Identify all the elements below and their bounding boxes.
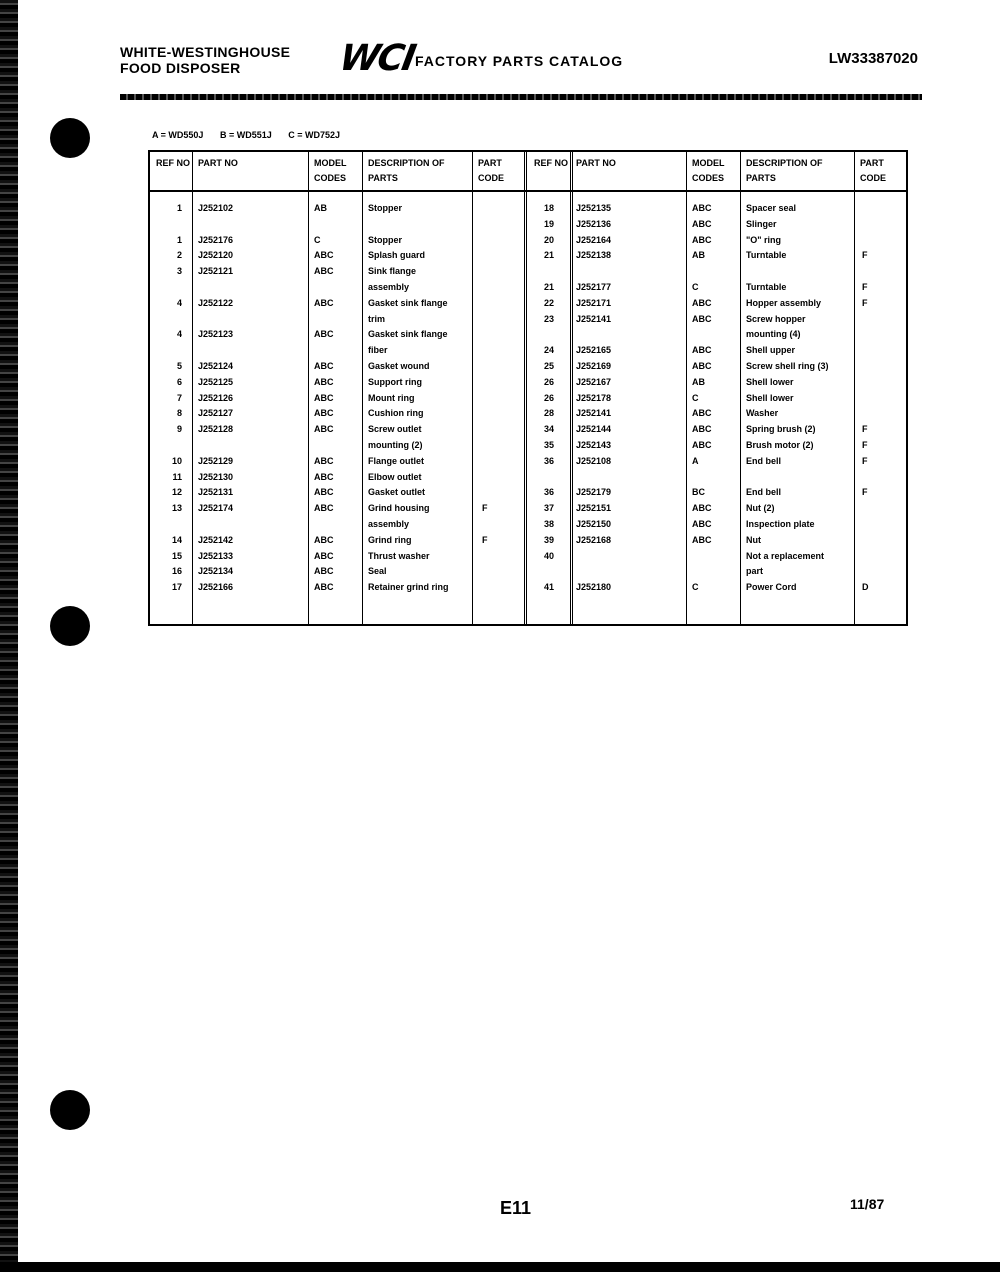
column-divider [686, 152, 687, 624]
table-cell: J252133 [198, 550, 234, 561]
column-divider [362, 152, 363, 624]
table-cell: Turntable [746, 282, 787, 292]
table-cell: F [862, 282, 868, 292]
column-header: MODEL CODES [314, 158, 347, 183]
table-cell: ABC [314, 392, 334, 403]
model-legend [152, 130, 354, 140]
table-cell: D [862, 582, 869, 593]
table-cell: J252108 [576, 455, 612, 466]
table-cell: ABC [314, 503, 334, 514]
table-cell: 20 [543, 234, 554, 245]
brand-block [120, 44, 290, 76]
table-cell: 34 [543, 424, 554, 435]
table-cell: C [692, 282, 699, 292]
table-cell: ABC [692, 313, 712, 324]
table-cell: ABC [314, 424, 334, 435]
table-cell: 17 [171, 582, 182, 593]
table-cell: 26 [543, 376, 554, 387]
table-cell: J252125 [198, 376, 234, 387]
column-divider [854, 152, 855, 624]
table-cell: 13 [171, 503, 182, 514]
column-header: PART NO [198, 158, 238, 168]
table-cell: 36 [543, 455, 554, 466]
table-cell: J252123 [198, 329, 234, 340]
table-cell: 11 [172, 471, 182, 482]
table-cell: 1 [176, 234, 182, 245]
table-cell: 37 [543, 503, 554, 514]
table-cell: J252143 [576, 440, 612, 450]
table-cell: J252102 [198, 203, 234, 213]
table-cell: fiber [368, 345, 388, 356]
table-cell: ABC [692, 503, 712, 514]
table-cell: Thrust washer [368, 550, 430, 561]
table-cell: 21 [543, 282, 554, 292]
table-cell: C [314, 234, 321, 245]
table-cell: 22 [543, 297, 554, 308]
table-cell: J252176 [198, 234, 234, 245]
table-cell: Spacer seal [746, 203, 797, 213]
table-cell: 26 [543, 392, 554, 403]
table-cell: J252150 [576, 519, 612, 529]
column-header: PART CODE [860, 158, 887, 183]
table-cell: Sink flange [368, 266, 417, 277]
table-cell: J252144 [576, 424, 612, 435]
table-cell: Nut (2) [746, 503, 775, 514]
table-cell: 15 [171, 550, 182, 561]
table-cell: 38 [543, 519, 554, 529]
table-cell: J252141 [576, 313, 612, 324]
table-cell: J252164 [576, 234, 612, 245]
table-cell: ABC [692, 440, 712, 450]
table-cell: ABC [314, 266, 334, 277]
table-cell: Turntable [746, 250, 787, 261]
table-cell: ABC [314, 408, 334, 419]
page-bottom-edge [0, 1262, 1000, 1272]
table-cell: F [862, 250, 868, 261]
table-cell: 5 [176, 361, 182, 371]
table-cell: J252138 [576, 250, 612, 261]
table-cell: 19 [543, 218, 554, 229]
table-cell: 2 [176, 250, 182, 261]
table-cell: Gasket sink flange [368, 329, 448, 340]
column-divider [740, 152, 741, 624]
table-cell: mounting (2) [368, 440, 423, 450]
table-cell: J252128 [198, 424, 234, 435]
table-cell: 16 [171, 566, 182, 577]
table-cell: J252142 [198, 534, 234, 545]
catalog-number: LW33387020 [828, 50, 918, 67]
table-cell: J252180 [576, 582, 612, 593]
table-cell: ABC [314, 487, 334, 498]
table-cell: J252134 [198, 566, 234, 577]
table-cell: ABC [314, 329, 334, 340]
table-cell: Splash guard [368, 250, 426, 261]
legend-c: C = WD752J [288, 130, 341, 140]
parts-table [148, 150, 908, 626]
table-cell: 36 [543, 487, 554, 498]
table-cell: J252177 [576, 282, 612, 292]
center-divider [524, 152, 527, 624]
table-cell: ABC [314, 250, 334, 261]
table-cell: A [692, 455, 699, 466]
table-cell: Stopper [368, 234, 403, 245]
table-cell: Shell lower [746, 392, 794, 403]
table-cell: End bell [746, 455, 782, 466]
table-cell: Inspection plate [746, 519, 815, 529]
table-cell: 8 [176, 408, 182, 419]
table-cell: F [482, 534, 488, 545]
table-cell: BC [692, 487, 705, 498]
table-cell: AB [314, 203, 327, 213]
table-cell: F [862, 455, 868, 466]
column-header: DESCRIPTION OF PARTS [746, 158, 823, 183]
table-cell: J252127 [198, 408, 234, 419]
table-cell: J252174 [198, 503, 234, 514]
table-cell: ABC [692, 519, 712, 529]
table-cell: Gasket sink flange [368, 297, 448, 308]
table-cell: AB [692, 376, 705, 387]
table-cell: assembly [368, 519, 410, 529]
legend-b: B = WD551J [219, 130, 272, 140]
table-cell: J252124 [198, 361, 234, 371]
table-cell: "O" ring [746, 234, 782, 245]
table-cell: F [862, 440, 868, 450]
table-cell: ABC [314, 376, 334, 387]
table-cell: 24 [543, 345, 554, 356]
table-cell: ABC [314, 361, 334, 371]
catalog-title: FACTORY PARTS CATALOG [415, 53, 624, 69]
table-cell: ABC [692, 408, 712, 419]
table-cell: 12 [171, 487, 182, 498]
table-cell: J252131 [198, 487, 234, 498]
table-cell: Elbow outlet [368, 471, 422, 482]
table-cell: ABC [692, 424, 712, 435]
legend-a: A = WD550J [152, 130, 204, 140]
center-divider [570, 152, 573, 624]
table-cell: 25 [543, 361, 554, 371]
table-cell: ABC [314, 297, 334, 308]
column-header: MODEL CODES [692, 158, 725, 183]
table-cell: 7 [176, 392, 182, 403]
table-cell: J252120 [198, 250, 234, 261]
header-divider [150, 190, 906, 192]
table-cell: F [862, 424, 868, 435]
column-header: REF NO [156, 158, 191, 168]
table-cell: Screw hopper [746, 313, 806, 324]
table-cell: ABC [692, 534, 712, 545]
table-cell: J252135 [576, 203, 612, 213]
table-cell: Shell upper [746, 345, 796, 356]
table-cell: F [482, 503, 488, 514]
table-cell: J252130 [198, 471, 234, 482]
table-cell: Flange outlet [368, 455, 424, 466]
table-cell: Brush motor (2) [746, 440, 814, 450]
table-cell: End bell [746, 487, 782, 498]
punch-hole [50, 606, 90, 646]
table-cell: Hopper assembly [746, 297, 822, 308]
table-cell: ABC [314, 582, 334, 593]
table-cell: 1 [176, 203, 182, 213]
column-divider [192, 152, 193, 624]
table-cell: 9 [176, 424, 182, 435]
table-cell: Shell lower [746, 376, 794, 387]
table-cell: 4 [176, 297, 182, 308]
table-cell: mounting (4) [746, 329, 801, 340]
table-cell: ABC [314, 534, 334, 545]
table-cell: Washer [746, 408, 779, 419]
brand-line-2: FOOD DISPOSER [120, 60, 241, 76]
column-header: PART CODE [478, 158, 505, 183]
wci-logo: WCI [336, 38, 418, 79]
table-cell: Screw outlet [368, 424, 422, 435]
table-cell: J252151 [576, 503, 612, 514]
table-cell: Nut [746, 534, 761, 545]
table-cell: J252141 [576, 408, 612, 419]
table-cell: assembly [368, 282, 410, 292]
table-cell: 21 [543, 250, 554, 261]
column-divider [472, 152, 473, 624]
table-cell: ABC [692, 218, 712, 229]
table-cell: 18 [543, 203, 554, 213]
table-cell: ABC [692, 345, 712, 356]
table-cell: 6 [176, 376, 182, 387]
table-cell: C [692, 582, 699, 593]
table-cell: 28 [543, 408, 554, 419]
table-cell: ABC [692, 297, 712, 308]
table-cell: 39 [543, 534, 554, 545]
table-cell: ABC [692, 234, 712, 245]
column-header: PART NO [576, 158, 616, 168]
table-cell: Stopper [368, 203, 403, 213]
table-cell: J252126 [198, 392, 234, 403]
table-cell: Seal [368, 566, 387, 577]
revision-date: 11/87 [850, 1196, 885, 1212]
table-cell: 35 [543, 440, 554, 450]
page-number: E11 [500, 1198, 532, 1218]
table-cell: 10 [171, 455, 182, 466]
table-cell: J252165 [576, 345, 612, 356]
table-cell: ABC [692, 361, 712, 371]
punch-hole [50, 1090, 90, 1130]
table-cell: 41 [543, 582, 554, 593]
table-cell: 3 [176, 266, 182, 277]
table-cell: Slinger [746, 218, 777, 229]
table-cell: J252178 [576, 392, 612, 403]
table-cell: ABC [692, 203, 712, 213]
table-cell: J252129 [198, 455, 234, 466]
table-cell: Mount ring [368, 392, 415, 403]
table-cell: J252167 [576, 376, 612, 387]
table-cell: Screw shell ring (3) [746, 361, 829, 371]
header-rule [120, 94, 922, 100]
table-cell: Grind ring [368, 534, 412, 545]
table-cell: J252171 [576, 297, 612, 308]
table-cell: J252122 [198, 297, 234, 308]
table-cell: Gasket wound [368, 361, 430, 371]
table-cell: Power Cord [746, 582, 797, 593]
column-header: DESCRIPTION OF PARTS [368, 158, 445, 183]
table-cell: J252179 [576, 487, 612, 498]
table-cell: F [862, 297, 868, 308]
table-cell: ABC [314, 550, 334, 561]
table-cell: J252136 [576, 218, 612, 229]
table-cell: J252166 [198, 582, 234, 593]
table-cell: Grind housing [368, 503, 430, 514]
table-cell: Spring brush (2) [746, 424, 816, 435]
table-cell: trim [368, 313, 386, 324]
table-cell: Support ring [368, 376, 422, 387]
table-cell: part [746, 566, 764, 577]
table-cell: 23 [543, 313, 554, 324]
table-cell: Gasket outlet [368, 487, 426, 498]
table-cell: J252169 [576, 361, 612, 371]
table-cell: Retainer grind ring [368, 582, 449, 593]
table-cell: ABC [314, 471, 334, 482]
table-cell: C [692, 392, 699, 403]
table-cell: J252168 [576, 534, 612, 545]
table-cell: 14 [171, 534, 182, 545]
column-header: REF NO [534, 158, 569, 168]
punch-hole [50, 118, 90, 158]
table-cell: Cushion ring [368, 408, 424, 419]
binder-edge [0, 0, 18, 1272]
table-cell: Not a replacement [746, 550, 825, 561]
table-cell: J252121 [198, 266, 234, 277]
table-cell: ABC [314, 566, 334, 577]
table-cell: 40 [543, 550, 554, 561]
table-cell: ABC [314, 455, 334, 466]
table-cell: F [862, 487, 868, 498]
column-divider [308, 152, 309, 624]
brand-line-1: WHITE-WESTINGHOUSE [120, 44, 291, 60]
table-cell: AB [692, 250, 705, 261]
table-cell: 4 [176, 329, 182, 340]
